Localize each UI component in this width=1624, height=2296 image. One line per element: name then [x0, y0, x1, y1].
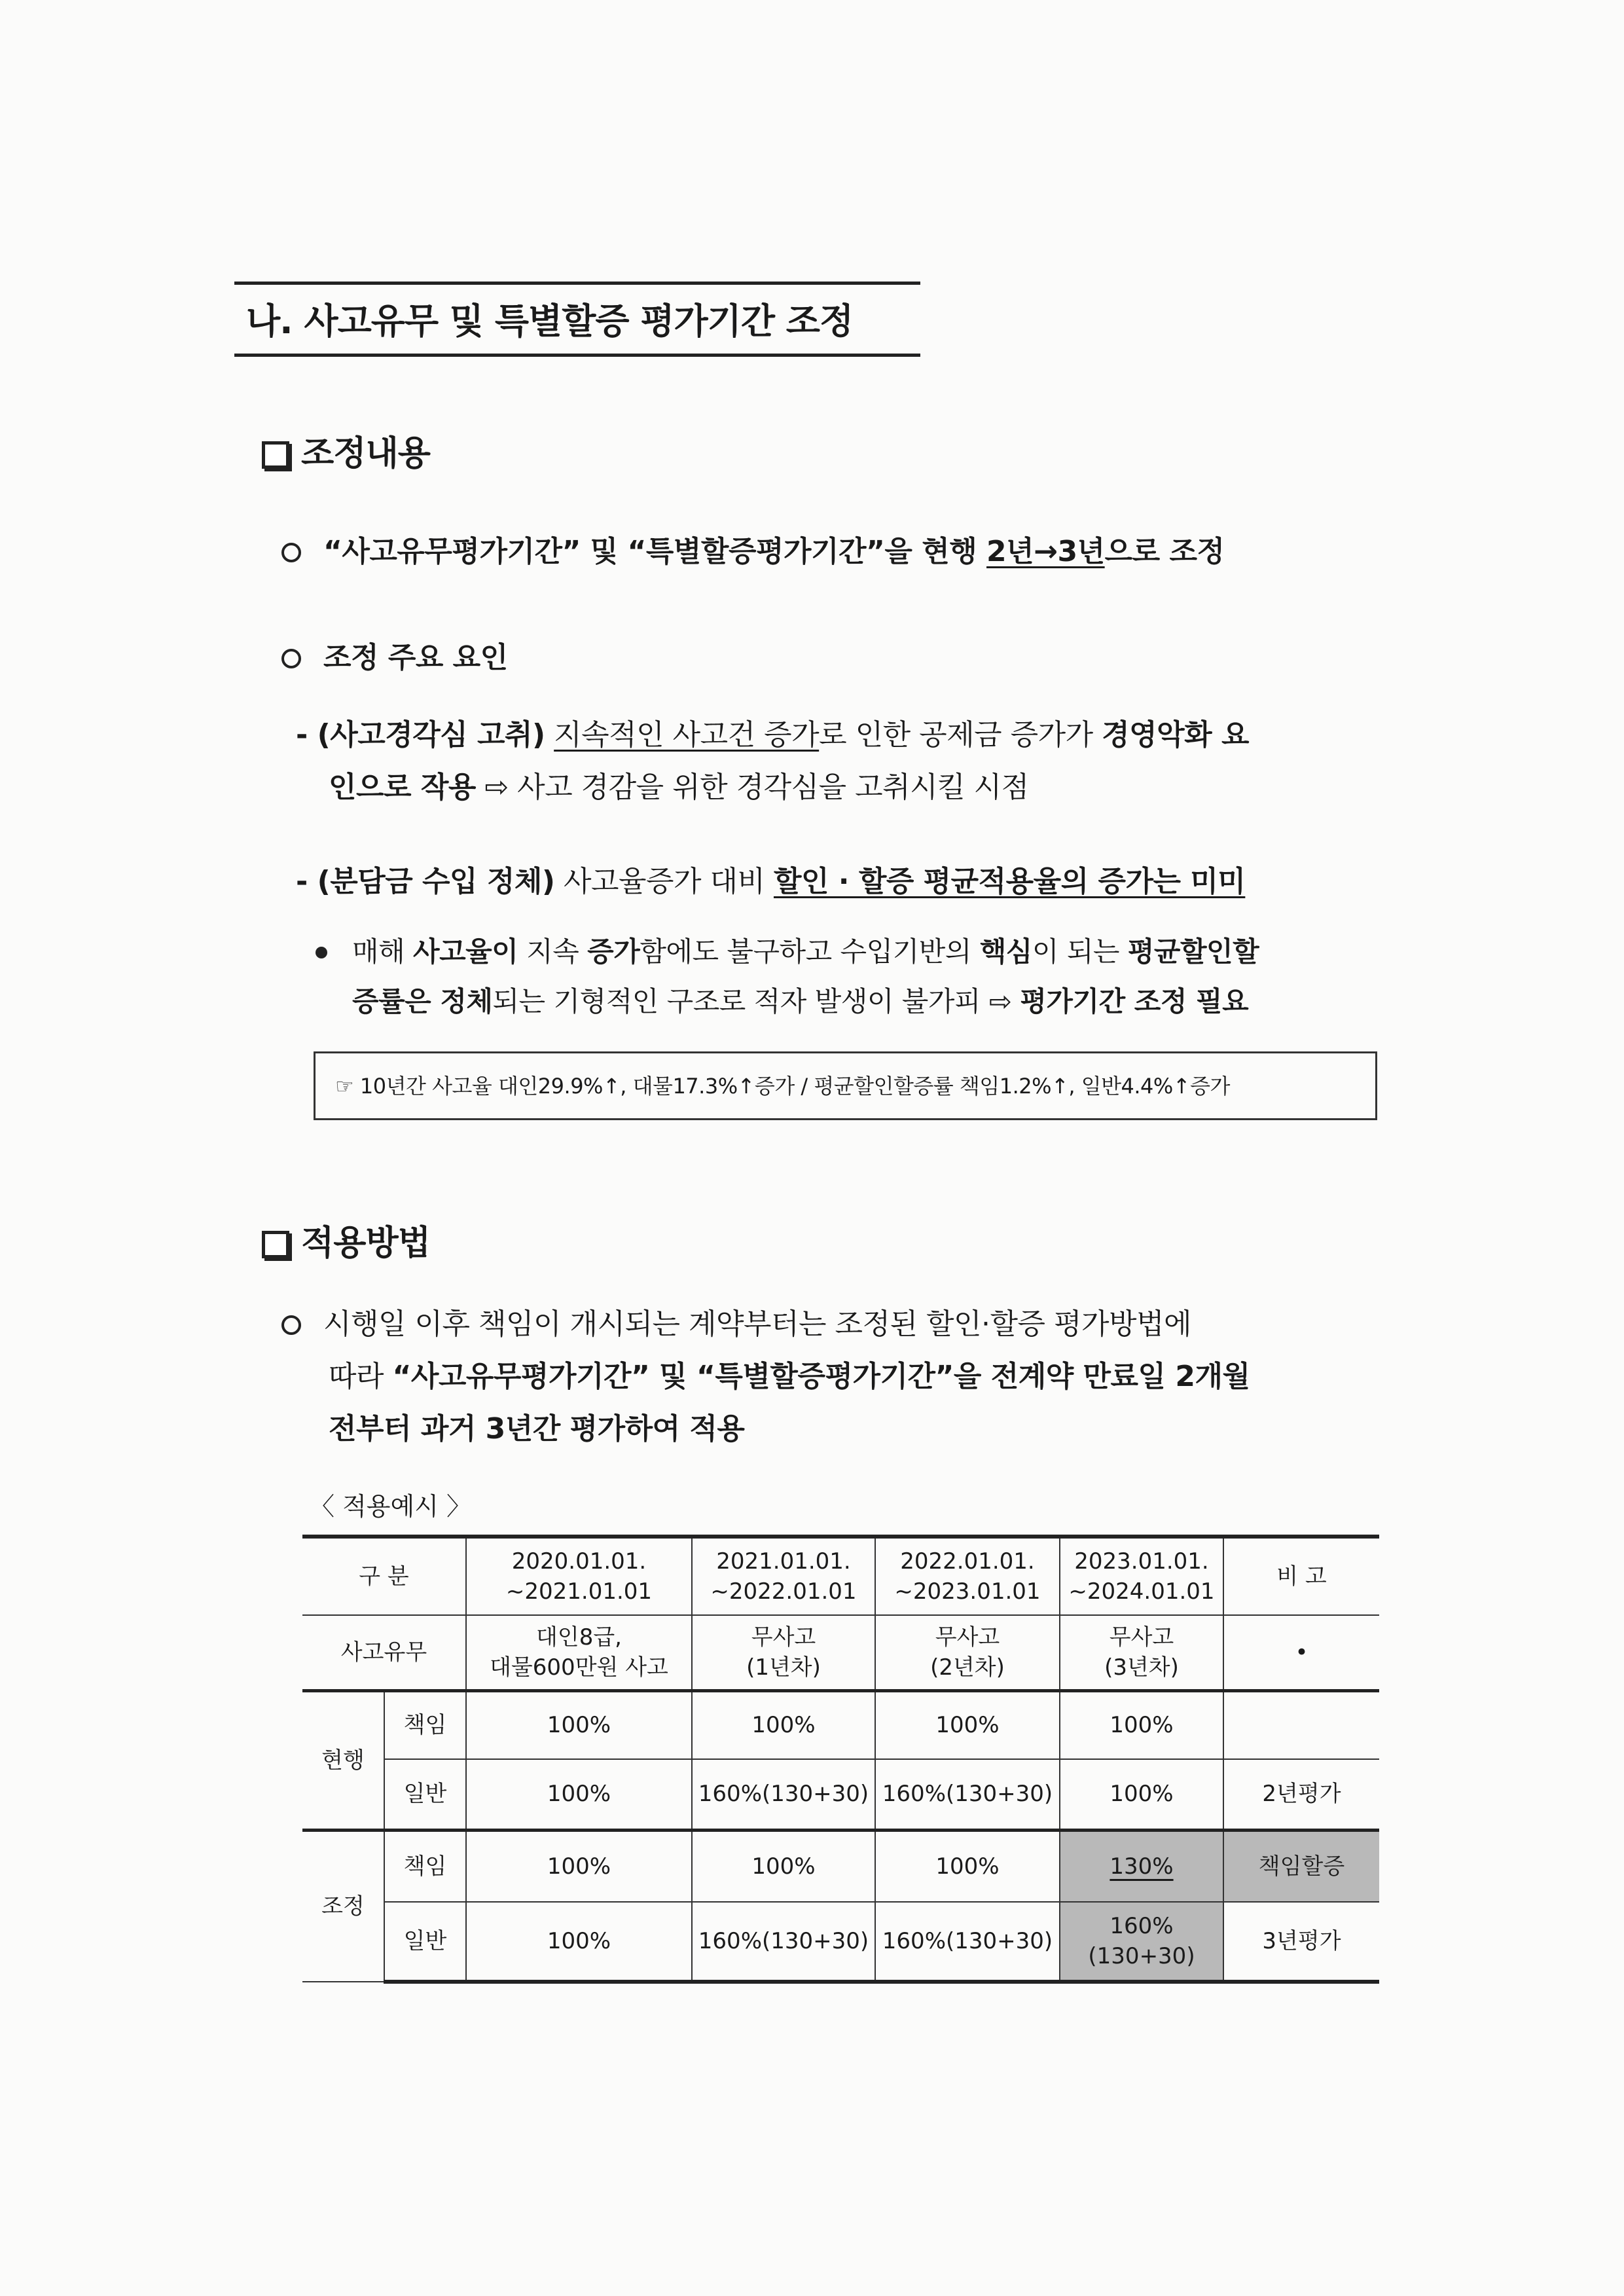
section-title: 나. 사고유무 및 특별할증 평가기간 조정 [246, 301, 854, 342]
period-2-start: 2021.01.01. [716, 1548, 851, 1575]
method-line1-text: 시행일 이후 책임이 개시되는 계약부터는 조정된 할인·할증 평가방법에 [323, 1307, 1192, 1341]
bullet-l1-pre: 매해 [352, 936, 413, 968]
accident-cell-3 [875, 1615, 1060, 1690]
period-4-start: 2023.01.01. [1074, 1548, 1209, 1575]
value-cell: 160%(130+30) [875, 1759, 1060, 1830]
method-para-line3: 전부터 과거 3년간 평가하여 적용 [329, 1412, 745, 1446]
header-category: 구 분 [302, 1537, 466, 1615]
row-type: 일반 [384, 1759, 466, 1830]
header-period-3 [875, 1537, 1060, 1615]
header-period-4 [1060, 1537, 1223, 1615]
bullet-l2-b2: 평가기간 조정 필요 [1020, 985, 1249, 1017]
accident-2-l1: 무사고 [751, 1624, 816, 1650]
dash1-bold: 경영악화 요 [1102, 718, 1249, 752]
checkbox-square-icon [262, 1231, 289, 1258]
circle-bullet-icon [281, 543, 301, 562]
item2-label: 조정 주요 요인 [323, 641, 508, 674]
bullet-line1 [316, 926, 1259, 978]
bullet-l1-b2: 증가 [587, 936, 640, 968]
accident-3-l2: (2년차) [930, 1654, 1005, 1681]
accident-2-l2: (1년차) [746, 1654, 821, 1681]
value-cell: 100% [466, 1690, 692, 1759]
period-1-end: ~2021.01.01 [505, 1578, 653, 1605]
item1-emphasis: 2년→3년 [986, 535, 1105, 568]
content-item-2 [281, 632, 508, 684]
row-type: 책임 [384, 1690, 466, 1759]
bullet-l1-b1: 사고율이 [413, 936, 518, 968]
table-header-row [302, 1537, 1379, 1615]
accident-1-l1: 대인8급, [536, 1624, 622, 1650]
circle-bullet-icon [281, 649, 301, 668]
remark-cell: 3년평가 [1223, 1902, 1379, 1982]
accident-1-l2: 대물600만원 사고 [490, 1654, 668, 1681]
content-heading-text: 조정내용 [301, 434, 430, 473]
dash2-mid: 사고율증가 대비 [554, 865, 774, 898]
remark-cell-highlighted: 책임할증 [1223, 1830, 1379, 1902]
bullet-l2-mid: 되는 기형적인 구조로 적자 발생이 불가피 ⇨ [492, 985, 1020, 1017]
dash-item-1-line1 [296, 709, 1249, 761]
value-cell: 100% [466, 1830, 692, 1902]
bullet-l1-mid: 지속 [518, 936, 588, 968]
value-cell: 100% [875, 1830, 1060, 1902]
method-para-line1 [281, 1298, 1191, 1351]
accident-label: 사고유무 [302, 1615, 466, 1690]
header-remark: 비 고 [1223, 1537, 1379, 1615]
value-cell: 100% [466, 1902, 692, 1982]
example-table [302, 1535, 1379, 1984]
dash2-underlined: 할인 · 할증 평균적용율의 증가는 미미 [773, 865, 1246, 898]
value-cell: 160%(130+30) [692, 1902, 875, 1982]
period-1-start: 2020.01.01. [511, 1548, 647, 1575]
header-period-2 [692, 1537, 875, 1615]
circle-bullet-icon [281, 1315, 301, 1335]
method-heading [262, 1215, 430, 1264]
group-current: 현행 [302, 1690, 384, 1830]
accident-3-l1: 무사고 [935, 1624, 1000, 1650]
accident-remark: • [1223, 1615, 1379, 1690]
dash-item-1-line2 [329, 761, 1029, 814]
table-row-accident [302, 1615, 1379, 1690]
method-para-line2 [329, 1351, 1250, 1403]
table-row [302, 1830, 1379, 1902]
table-row [302, 1690, 1379, 1759]
accident-cell-1 [466, 1615, 692, 1690]
accident-4-l1: 무사고 [1109, 1624, 1174, 1650]
period-2-end: ~2022.01.01 [710, 1578, 857, 1605]
header-period-1 [466, 1537, 692, 1615]
period-3-start: 2022.01.01. [900, 1548, 1035, 1575]
table-row [302, 1902, 1379, 1982]
bullet-dot-icon [316, 947, 327, 958]
dash1-mid: 로 인한 공제금 증가가 [819, 718, 1102, 752]
dash1-underlined: 지속적인 사고건 증가 [554, 718, 820, 752]
value-cell: 100% [1060, 1690, 1223, 1759]
item1-suffix: 으로 조정 [1104, 535, 1225, 568]
accident-cell-2 [692, 1615, 875, 1690]
remark-cell: 2년평가 [1223, 1759, 1379, 1830]
bullet-l1-b4: 평균할인할 [1127, 936, 1259, 968]
value-cell: 100% [875, 1690, 1060, 1759]
bullet-l2-b: 증률은 정체 [352, 985, 493, 1017]
value-cell: 100% [466, 1759, 692, 1830]
dash-item-2 [296, 856, 1245, 908]
dash1-line2-rest: ⇨ 사고 경감을 위한 경각심을 고취시킬 시점 [475, 771, 1029, 804]
bullet-l1-mid3: 이 되는 [1032, 936, 1128, 968]
content-heading [262, 426, 430, 475]
row-type: 책임 [384, 1830, 466, 1902]
value-cell: 100% [1060, 1759, 1223, 1830]
checkbox-square-icon [262, 441, 289, 469]
period-4-end: ~2024.01.01 [1068, 1578, 1215, 1605]
content-item-1 [281, 526, 1224, 578]
remark-cell [1223, 1690, 1379, 1759]
dash1-tag: - (사고경각심 고취) [296, 718, 545, 752]
dash2-tag: - (분담금 수입 정체) [296, 865, 555, 898]
value-cell: 100% [692, 1830, 875, 1902]
method-heading-text: 적용방법 [301, 1224, 430, 1263]
bullet-l1-mid2: 함에도 불구하고 수입기반의 [640, 936, 980, 968]
bullet-l1-b3: 핵심 [979, 936, 1032, 968]
value-cell: 160%(130+30) [875, 1902, 1060, 1982]
value-cell-highlighted: 160%(130+30) [1060, 1902, 1223, 1982]
accident-4-l2: (3년차) [1104, 1654, 1179, 1681]
value-cell: 100% [692, 1690, 875, 1759]
value-cell: 160%(130+30) [692, 1759, 875, 1830]
method-line2-pre: 따라 [329, 1360, 393, 1393]
example-title: 〈 적용예시 〉 [310, 1492, 471, 1521]
method-line2-bold: “사고유무평가기간” 및 “특별할증평가기간”을 전계약 만료일 2개월 [392, 1360, 1250, 1393]
bullet-line2 [352, 975, 1248, 1028]
group-adjusted: 조정 [302, 1830, 384, 1982]
dash1-line2-bold: 인으로 작용 [329, 771, 476, 804]
accident-cell-4 [1060, 1615, 1223, 1690]
item1-text: “사고유무평가기간” 및 “특별할증평가기간”을 현행 [323, 535, 987, 568]
table-row [302, 1759, 1379, 1830]
value-cell-highlighted: 130% [1060, 1830, 1223, 1902]
period-3-end: ~2023.01.01 [894, 1578, 1041, 1605]
row-type: 일반 [384, 1902, 466, 1982]
note-text: ☞ 10년간 사고율 대인29.9%↑, 대물17.3%↑증가 / 평균할인할증률 책임1.2%↑, 일반4.4%↑증가 [335, 1074, 1230, 1099]
